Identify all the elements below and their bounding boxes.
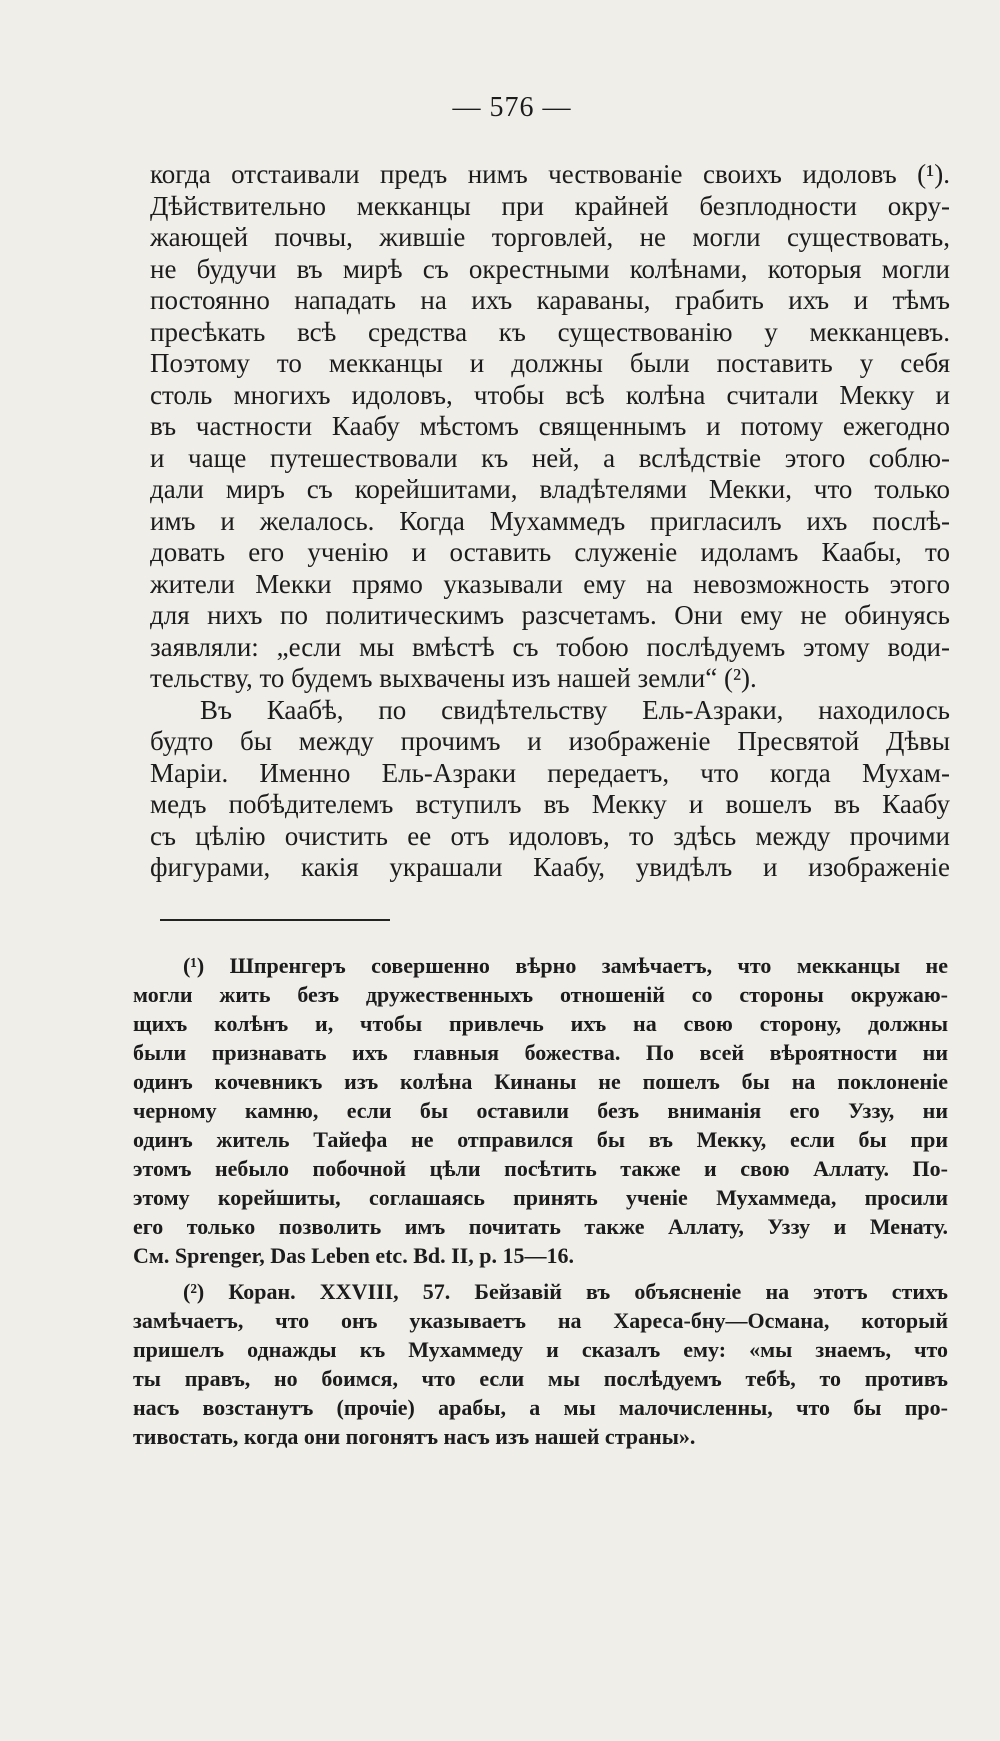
main-text-line: фигурами, какія украшали Каабу, увидѣлъ и изображеніе [150, 852, 950, 882]
main-text-line: Маріи. Именно Ель-Азраки передаетъ, что когда Мухам- [150, 757, 950, 788]
main-text [150, 159, 950, 884]
main-text-line: и чаще путешествовали къ ней, а вслѣдствіе этого соблю- [150, 442, 950, 473]
footnote-line: тивостать, когда они погонятъ насъ изъ нашей страны». [133, 1424, 696, 1449]
footnote-1 [133, 951, 948, 1270]
footnote-line: замѣчаетъ, что онъ указываетъ на Хареса-бну—Османа, который [133, 1308, 948, 1333]
main-text-line: жающей почвы, жившіе торговлей, не могли существовать, [150, 222, 950, 252]
main-text-line: будто бы между прочимъ и изображеніе Пресвятой Дѣвы [150, 726, 950, 756]
footnote-line: пришелъ однажды къ Мухаммеду и сказалъ ему: «мы знаемъ, что [133, 1337, 948, 1362]
footnote-line: насъ возстанутъ (прочіе) арабы, а мы малочисленны, что бы про- [133, 1395, 948, 1420]
footnote-line: этомъ небыло побочной цѣли посѣтить также и свою Аллату. По- [133, 1156, 948, 1181]
footnote-line: одинъ житель Тайефа не отправился бы въ Мекку, если бы при [133, 1127, 948, 1152]
main-text-line: заявляли: „если мы вмѣстѣ съ тобою послѣдуемъ этому води- [150, 631, 950, 662]
footnote-line: щихъ колѣнъ и, чтобы привлечь ихъ на свою сторону, должны [133, 1011, 948, 1036]
footnote-line: его только позволить имъ почитать также Аллату, Уззу и Менату. [133, 1214, 948, 1239]
footnote-2 [133, 1277, 948, 1451]
main-text-line: для нихъ по политическимъ разсчетамъ. Они ему не обинуясь [150, 600, 950, 630]
main-text-line: пресѣкать всѣ средства къ существованію у мекканцевъ. [150, 316, 950, 347]
page-number: — 576 — [452, 92, 572, 123]
main-text-line: когда отстаивали предъ нимъ чествованіе своихъ идоловъ (¹). [150, 159, 950, 189]
footnote-line: этому корейшиты, соглашаясь принять ученіе Мухаммеда, просили [133, 1185, 948, 1210]
main-text-line: дали миръ съ корейшитами, владѣтелями Мекки, что только [150, 474, 950, 504]
footnote-line: были признавать ихъ главныя божества. По всей вѣроятности ни [133, 1040, 948, 1065]
footnote-rule [160, 919, 390, 921]
footnote-line: (²) Коран. XXVIII, 57. Бейзавій въ объясненіе на этотъ стихъ [183, 1279, 948, 1304]
main-text-line: не будучи въ мирѣ съ окрестными колѣнами, которыя могли [150, 253, 950, 284]
footnote-line: См. Sprenger, Das Leben etc. Bd. II, p. 15—16. [133, 1243, 574, 1268]
main-text-line: тельству, то будемъ выхвачены изъ нашей земли“ (²). [150, 663, 757, 693]
footnote-line: (¹) Шпренгеръ совершенно вѣрно замѣчаетъ, что мекканцы не [183, 953, 948, 978]
footnote-line: ты правъ, но боимся, что если мы послѣдуемъ тебѣ, то противъ [133, 1366, 948, 1391]
main-text-line: Въ Каабѣ, по свидѣтельству Ель-Азраки, находилось [200, 694, 950, 725]
main-text-line: съ цѣлію очистить ее отъ идоловъ, то здѣсь между прочими [150, 820, 950, 851]
main-text-line: въ частности Каабу мѣстомъ священнымъ и потому ежегодно [150, 411, 950, 441]
main-text-line: постоянно нападать на ихъ караваны, грабить ихъ и тѣмъ [150, 285, 950, 315]
main-text-line: Поэтому то мекканцы и должны были поставить у себя [150, 348, 950, 378]
main-text-line: жители Мекки прямо указывали ему на невозможность этого [150, 568, 950, 599]
footnote-line: могли жить безъ дружественныхъ отношеній со стороны окружаю- [133, 982, 948, 1007]
main-text-line: медъ побѣдителемъ вступилъ въ Мекку и вошелъ въ Каабу [150, 789, 950, 819]
main-text-line: имъ и желалось. Когда Мухаммедъ пригласилъ ихъ послѣ- [150, 505, 950, 536]
main-text-line: Дѣйствительно мекканцы при крайней безплодности окру- [150, 190, 950, 221]
main-text-line: столь многихъ идоловъ, чтобы всѣ колѣна считали Мекку и [150, 379, 950, 410]
footnote-line: черному камню, если бы оставили безъ вниманія его Уззу, ни [133, 1098, 948, 1123]
main-text-line: довать его ученію и оставить служеніе идоламъ Каабы, то [150, 537, 950, 567]
footnote-line: одинъ кочевникъ изъ колѣна Кинаны не пошелъ бы на поклоненіе [133, 1069, 948, 1094]
